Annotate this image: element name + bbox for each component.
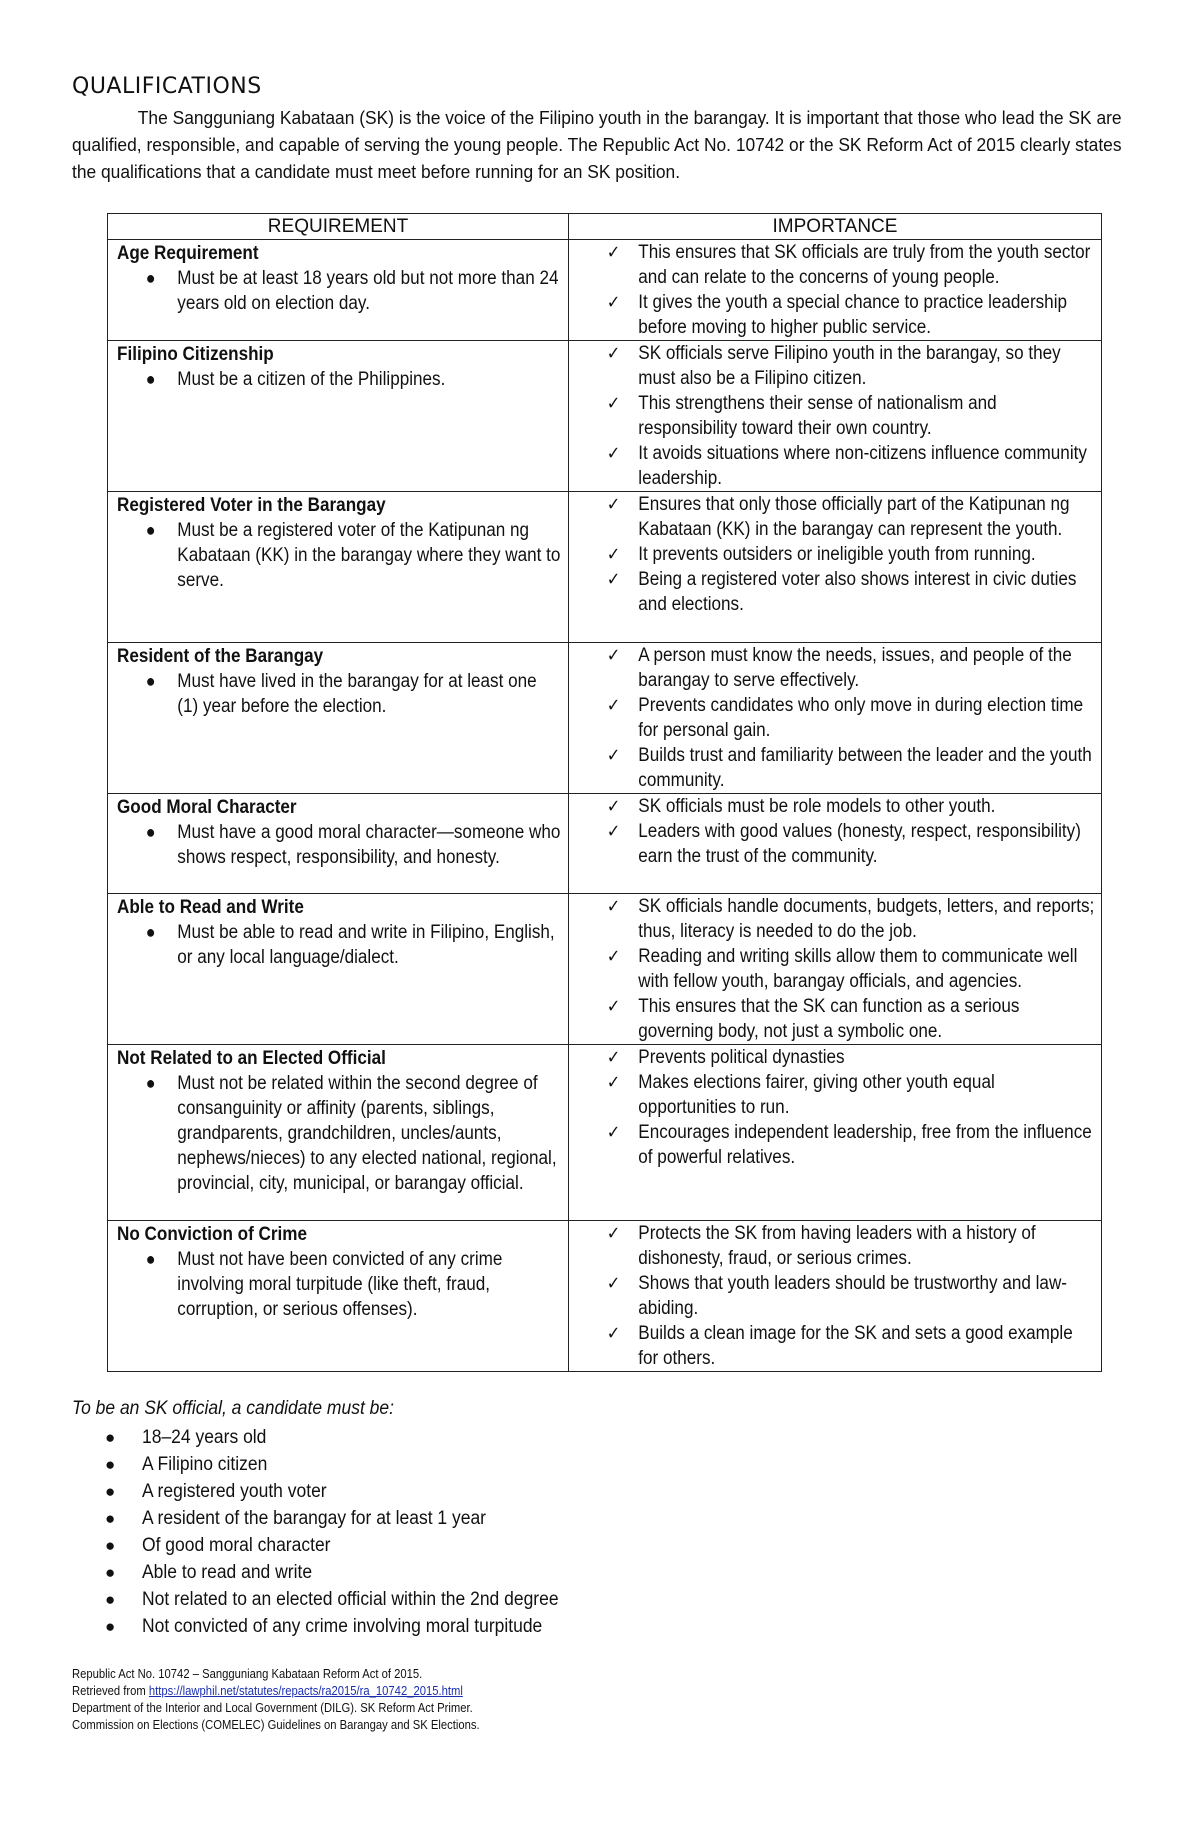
importance-item bbox=[569, 944, 1100, 994]
importance-item bbox=[569, 743, 1100, 793]
summary-text: Of good moral character bbox=[142, 1535, 331, 1556]
importance-item bbox=[569, 894, 1100, 944]
bullet-icon: ● bbox=[105, 1617, 116, 1636]
importance-item bbox=[569, 341, 1100, 391]
importance-text: It avoids situations where non-citizens influence community leadership. bbox=[638, 443, 1087, 489]
requirement-detail bbox=[108, 266, 568, 316]
bullet-icon: ● bbox=[145, 369, 156, 389]
table-row bbox=[108, 1221, 1102, 1372]
table-row bbox=[108, 643, 1102, 794]
importance-text: Being a registered voter also shows interest in civic duties and elections. bbox=[638, 569, 1077, 615]
requirement-header: REQUIREMENT bbox=[108, 214, 569, 240]
requirement-cell bbox=[108, 894, 569, 1045]
importance-text: Makes elections fairer, giving other youth equal opportunities to run. bbox=[638, 1072, 995, 1118]
importance-cell bbox=[569, 1221, 1102, 1372]
table-row bbox=[108, 492, 1102, 643]
requirement-text: Must be a citizen of the Philippines. bbox=[177, 369, 446, 390]
checkmark-icon: ✓ bbox=[606, 695, 621, 716]
checkmark-icon: ✓ bbox=[606, 393, 621, 414]
importance-item bbox=[569, 542, 1100, 567]
requirement-detail bbox=[108, 669, 568, 719]
importance-list bbox=[569, 240, 1100, 340]
reference-line: Republic Act No. 10742 – Sangguniang Kabataan Reform Act of 2015. bbox=[72, 1667, 423, 1681]
importance-text: Builds trust and familiarity between the leader and the youth community. bbox=[638, 745, 1092, 791]
requirement-cell bbox=[108, 794, 569, 894]
checkmark-icon: ✓ bbox=[606, 796, 621, 817]
importance-text: Leaders with good values (honesty, respect, responsibility) earn the trust of the community. bbox=[638, 821, 1081, 867]
checkmark-icon: ✓ bbox=[606, 443, 621, 464]
importance-text: Prevents candidates who only move in during election time for personal gain. bbox=[638, 695, 1084, 741]
importance-text: Shows that youth leaders should be trustworthy and law-abiding. bbox=[638, 1273, 1067, 1319]
checkmark-icon: ✓ bbox=[606, 494, 621, 515]
requirement-title: Resident of the Barangay bbox=[117, 646, 324, 667]
table-header-row bbox=[108, 214, 1102, 240]
importance-text: It prevents outsiders or ineligible youth from running. bbox=[638, 544, 1036, 565]
importance-item bbox=[569, 1221, 1100, 1271]
reference-line: Commission on Elections (COMELEC) Guidelines on Barangay and SK Elections. bbox=[72, 1718, 480, 1732]
bullet-icon: ● bbox=[105, 1455, 116, 1474]
bullet-icon: ● bbox=[145, 671, 156, 691]
bullet-icon: ● bbox=[105, 1536, 116, 1555]
summary-list bbox=[72, 1424, 972, 1640]
importance-list bbox=[569, 894, 1100, 1044]
importance-text: It gives the youth a special chance to practice leadership before moving to higher public service. bbox=[638, 292, 1068, 338]
requirement-text: Must not have been convicted of any crime involving moral turpitude (like theft, fraud, corruption, or serious offenses). bbox=[177, 1249, 503, 1320]
importance-item bbox=[569, 441, 1100, 491]
importance-text: Protects the SK from having leaders with a history of dishonesty, fraud, or serious crimes. bbox=[638, 1223, 1036, 1269]
requirement-title: Registered Voter in the Barangay bbox=[117, 495, 386, 516]
importance-text: SK officials handle documents, budgets, letters, and reports; thus, literacy is needed to do the job. bbox=[638, 896, 1095, 942]
summary-item bbox=[72, 1505, 972, 1532]
checkmark-icon: ✓ bbox=[606, 292, 621, 313]
importance-item bbox=[569, 1271, 1100, 1321]
requirement-text: Must be a registered voter of the Katipunan ng Kabataan (KK) in the barangay where they want to serve. bbox=[177, 520, 561, 591]
importance-item bbox=[569, 240, 1100, 290]
requirement-detail bbox=[108, 518, 568, 593]
summary-item bbox=[72, 1532, 972, 1559]
summary-item bbox=[72, 1613, 972, 1640]
checkmark-icon: ✓ bbox=[606, 343, 621, 364]
checkmark-icon: ✓ bbox=[606, 1122, 621, 1143]
importance-item bbox=[569, 643, 1100, 693]
summary-item bbox=[72, 1424, 972, 1451]
bullet-icon: ● bbox=[105, 1590, 116, 1609]
summary-lead: To be an SK official, a candidate must be: bbox=[72, 1398, 394, 1419]
requirement-cell bbox=[108, 240, 569, 341]
importance-list bbox=[569, 794, 1100, 869]
summary-text: 18–24 years old bbox=[142, 1427, 267, 1448]
importance-item bbox=[569, 391, 1100, 441]
summary-text: A registered youth voter bbox=[142, 1481, 327, 1502]
importance-list bbox=[569, 492, 1100, 617]
checkmark-icon: ✓ bbox=[606, 645, 621, 666]
intro-paragraph: The Sangguniang Kabataan (SK) is the voice of the Filipino youth in the barangay. It is important that those who lead the SK are qualified, responsible, and capable of serving the young people. The Republic Act No. 10742 or the SK Reform Act of 2015 clearly states the qualifications that a candidate must meet before running for an SK position. bbox=[72, 107, 1122, 182]
summary-item bbox=[72, 1559, 972, 1586]
importance-list bbox=[569, 1045, 1100, 1170]
bullet-icon: ● bbox=[105, 1482, 116, 1501]
importance-list bbox=[569, 341, 1100, 491]
importance-cell bbox=[569, 794, 1102, 894]
importance-item bbox=[569, 492, 1100, 542]
requirement-title: No Conviction of Crime bbox=[117, 1224, 308, 1245]
importance-item bbox=[569, 794, 1100, 819]
importance-text: Ensures that only those officially part of the Katipunan ng Kabataan (KK) in the barangay can represent the youth. bbox=[638, 494, 1070, 540]
requirement-title: Able to Read and Write bbox=[117, 897, 304, 918]
bullet-icon: ● bbox=[105, 1509, 116, 1528]
summary-section bbox=[72, 1395, 972, 1640]
importance-header: IMPORTANCE bbox=[569, 214, 1102, 240]
requirement-detail bbox=[108, 1247, 568, 1322]
importance-text: This strengthens their sense of nationalism and responsibility toward their own country. bbox=[638, 393, 997, 439]
checkmark-icon: ✓ bbox=[606, 896, 621, 917]
importance-item bbox=[569, 290, 1100, 340]
requirement-title: Filipino Citizenship bbox=[117, 344, 274, 365]
checkmark-icon: ✓ bbox=[606, 242, 621, 263]
summary-text: Not convicted of any crime involving moral turpitude bbox=[142, 1616, 543, 1637]
requirement-text: Must have lived in the barangay for at least one (1) year before the election. bbox=[177, 671, 537, 717]
table-row bbox=[108, 1045, 1102, 1221]
checkmark-icon: ✓ bbox=[606, 946, 621, 967]
checkmark-icon: ✓ bbox=[606, 996, 621, 1017]
checkmark-icon: ✓ bbox=[606, 1323, 621, 1344]
requirement-text: Must be at least 18 years old but not more than 24 years old on election day. bbox=[177, 268, 559, 314]
importance-item bbox=[569, 693, 1100, 743]
summary-item bbox=[72, 1478, 972, 1505]
importance-list bbox=[569, 1221, 1100, 1371]
bullet-icon: ● bbox=[145, 922, 156, 942]
reference-line: Department of the Interior and Local Government (DILG). SK Reform Act Primer. bbox=[72, 1701, 473, 1715]
checkmark-icon: ✓ bbox=[606, 544, 621, 565]
importance-text: A person must know the needs, issues, and people of the barangay to serve effectively. bbox=[638, 645, 1072, 691]
bullet-icon: ● bbox=[105, 1563, 116, 1582]
importance-item bbox=[569, 1321, 1100, 1371]
requirement-title: Not Related to an Elected Official bbox=[117, 1048, 386, 1069]
importance-text: Encourages independent leadership, free from the influence of powerful relatives. bbox=[638, 1122, 1092, 1168]
checkmark-icon: ✓ bbox=[606, 1223, 621, 1244]
importance-list bbox=[569, 643, 1100, 793]
table-row bbox=[108, 794, 1102, 894]
qualifications-table bbox=[107, 213, 1102, 1372]
checkmark-icon: ✓ bbox=[606, 569, 621, 590]
importance-text: This ensures that SK officials are truly from the youth sector and can relate to the concerns of young people. bbox=[638, 242, 1091, 288]
importance-text: Builds a clean image for the SK and sets a good example for others. bbox=[638, 1323, 1073, 1369]
checkmark-icon: ✓ bbox=[606, 1047, 621, 1068]
bullet-icon: ● bbox=[145, 1073, 156, 1093]
requirement-detail bbox=[108, 920, 568, 970]
table-row bbox=[108, 240, 1102, 341]
requirement-cell bbox=[108, 1221, 569, 1372]
table-row bbox=[108, 341, 1102, 492]
reference-prefix: Retrieved from bbox=[72, 1684, 149, 1698]
reference-link[interactable]: https://lawphil.net/statutes/repacts/ra2015/ra_10742_2015.html bbox=[148, 1684, 463, 1698]
requirement-detail bbox=[108, 820, 568, 870]
importance-cell bbox=[569, 240, 1102, 341]
importance-text: Reading and writing skills allow them to communicate well with fellow youth, barangay officials, and agencies. bbox=[638, 946, 1078, 992]
checkmark-icon: ✓ bbox=[606, 821, 621, 842]
importance-cell bbox=[569, 341, 1102, 492]
importance-item bbox=[569, 1070, 1100, 1120]
checkmark-icon: ✓ bbox=[606, 1273, 621, 1294]
requirement-text: Must not be related within the second degree of consanguinity or affinity (parents, siblings, grandparents, grandchildren, uncles/aunts, nephews/nieces) to any elected national, regional, provincial, city, municipal, or barangay official. bbox=[177, 1073, 557, 1194]
requirement-text: Must have a good moral character—someone who shows respect, responsibility, and honesty. bbox=[177, 822, 561, 868]
bullet-icon: ● bbox=[145, 1249, 156, 1269]
importance-item bbox=[569, 1045, 1100, 1070]
importance-text: This ensures that the SK can function as a serious governing body, not just a symbolic one. bbox=[638, 996, 1020, 1042]
requirement-cell bbox=[108, 643, 569, 794]
table-row bbox=[108, 894, 1102, 1045]
importance-item bbox=[569, 819, 1100, 869]
requirement-cell bbox=[108, 1045, 569, 1221]
requirement-title: Age Requirement bbox=[117, 243, 259, 264]
checkmark-icon: ✓ bbox=[606, 1072, 621, 1093]
requirement-detail bbox=[108, 1071, 568, 1196]
requirement-detail bbox=[108, 367, 568, 392]
importance-cell bbox=[569, 643, 1102, 794]
summary-item bbox=[72, 1451, 972, 1478]
importance-cell bbox=[569, 894, 1102, 1045]
summary-text: A resident of the barangay for at least 1 year bbox=[142, 1508, 486, 1529]
importance-text: SK officials serve Filipino youth in the barangay, so they must also be a Filipino citizen. bbox=[638, 343, 1061, 389]
summary-text: A Filipino citizen bbox=[142, 1454, 268, 1475]
references bbox=[72, 1666, 702, 1734]
checkmark-icon: ✓ bbox=[606, 745, 621, 766]
summary-text: Not related to an elected official within the 2nd degree bbox=[142, 1589, 559, 1610]
requirement-cell bbox=[108, 492, 569, 643]
requirement-text: Must be able to read and write in Filipino, English, or any local language/dialect. bbox=[177, 922, 555, 968]
importance-text: Prevents political dynasties bbox=[638, 1047, 845, 1068]
bullet-icon: ● bbox=[145, 520, 156, 540]
table-body bbox=[108, 240, 1102, 1372]
bullet-icon: ● bbox=[105, 1428, 116, 1447]
importance-item bbox=[569, 994, 1100, 1044]
reference-line bbox=[72, 1683, 702, 1700]
importance-cell bbox=[569, 492, 1102, 643]
importance-text: SK officials must be role models to other youth. bbox=[638, 796, 996, 817]
requirement-title: Good Moral Character bbox=[117, 797, 297, 818]
importance-item bbox=[569, 567, 1100, 617]
summary-item bbox=[72, 1586, 972, 1613]
importance-item bbox=[569, 1120, 1100, 1170]
requirement-cell bbox=[108, 341, 569, 492]
summary-text: Able to read and write bbox=[142, 1562, 313, 1583]
bullet-icon: ● bbox=[145, 822, 156, 842]
bullet-icon: ● bbox=[145, 268, 156, 288]
page-title: QUALIFICATIONS bbox=[72, 74, 262, 99]
importance-cell bbox=[569, 1045, 1102, 1221]
